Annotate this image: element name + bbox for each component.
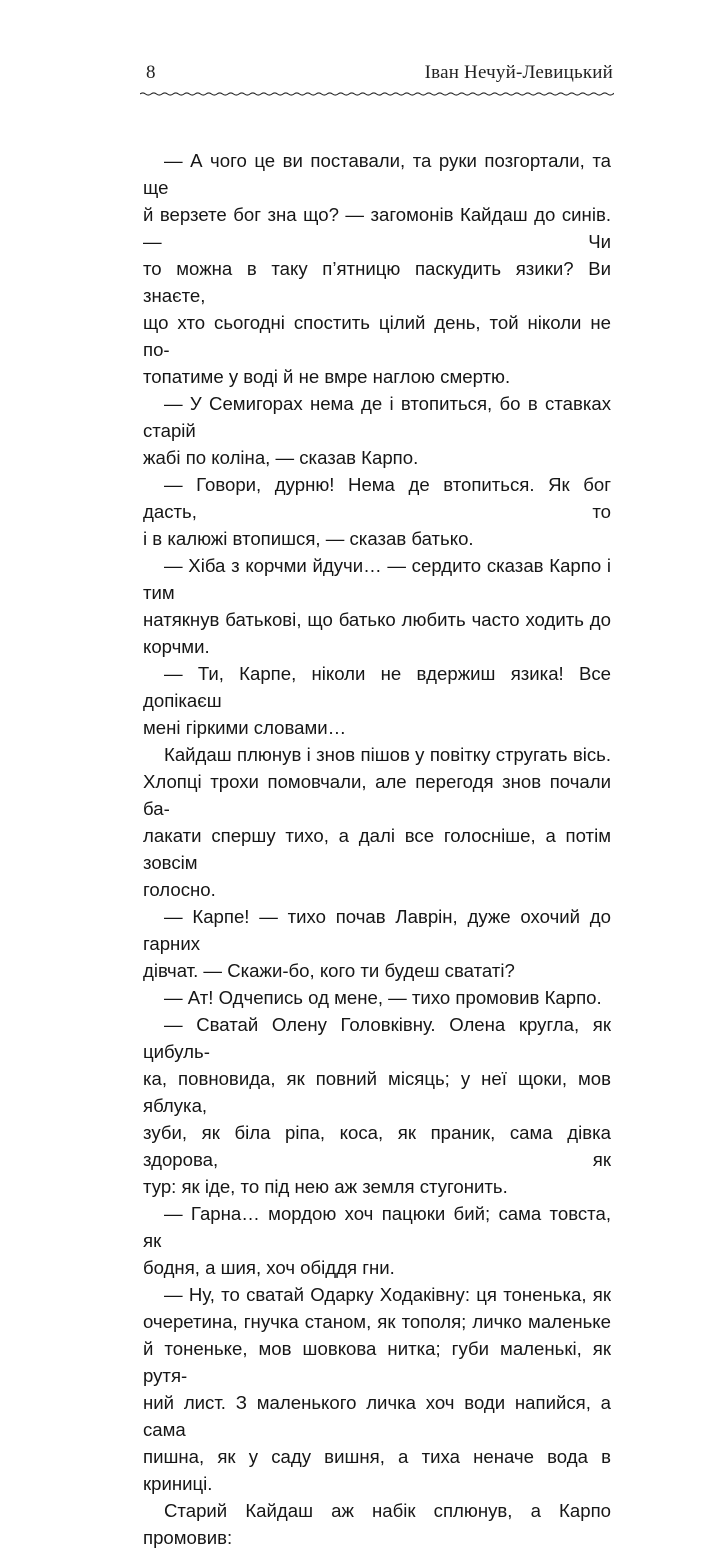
paragraph-line: й верзете бог зна що? — загомонів Кайдаш до синів. — Чи — [143, 204, 611, 252]
paragraph-line: пишна, як у саду вишня, а тиха неначе вода в криниці. — [143, 1446, 611, 1494]
paragraph-line: що хто сьогодні спостить цілий день, той ніколи не по- — [143, 312, 611, 360]
paragraph-line: й тоненьке, мов шовкова нитка; губи маленькі, як рутя- — [143, 1338, 611, 1386]
paragraph-first-line: — Сватай Олену Головківну. Олена кругла, як цибуль- — [143, 1014, 611, 1062]
running-header — [140, 62, 613, 92]
paragraph-first-line: Старий Кайдаш аж набік сплюнув, а Карпо промовив: — [143, 1500, 611, 1548]
paragraph-line: голосно. — [143, 879, 216, 900]
paragraph-line: ка, повновида, як повний місяць; у неї щоки, мов яблука, — [143, 1068, 611, 1116]
paragraph-line: очеретина, гнучка станом, як тополя; личко маленьке — [143, 1311, 611, 1332]
wavy-divider-ornament — [140, 89, 614, 99]
paragraph-line: бодня, а шия, хоч обіддя гни. — [143, 1257, 395, 1278]
paragraph-line: мені гіркими словами… — [143, 717, 347, 738]
paragraph-line: дівчат. — Скажи-бо, кого ти будеш свататі? — [143, 960, 515, 981]
paragraph-first-line: — Ат! Одчепись од мене, — тихо промовив Карпо. — [164, 987, 602, 1008]
paragraph-line: натякнув батькові, що батько любить часто ходить до — [143, 609, 611, 630]
paragraph-line: корчми. — [143, 636, 210, 657]
paragraph-first-line: — У Семигорах нема де і втопиться, бо в ставках старій — [143, 393, 611, 441]
paragraph-first-line: — Гарна… мордою хоч пацюки бий; сама товста, як — [143, 1203, 611, 1251]
paragraph-first-line: — Ти, Карпе, ніколи не вдержиш язика! Все допікаєш — [143, 663, 611, 711]
paragraph-line: топатиме у воді й не вмре наглою смертю. — [143, 366, 511, 387]
paragraph-first-line: Кайдаш плюнув і знов пішов у повітку стругать вісь. — [164, 744, 611, 765]
paragraph-first-line: — Ну, то сватай Одарку Ходаківну: ця тоненька, як — [164, 1284, 611, 1305]
paragraph-line: ний лист. З маленького личка хоч води напийся, а сама — [143, 1392, 611, 1440]
paragraph-line: лакати спершу тихо, а далі все голосніше, а потім зовсім — [143, 825, 611, 873]
paragraph-line: жабі по коліна, — сказав Карпо. — [143, 447, 419, 468]
paragraph-first-line: — Карпе! — тихо почав Лаврін, дуже охочий до гарних — [143, 906, 611, 954]
paragraph-line: зуби, як біла ріпа, коса, як праник, сама дівка здорова, як — [143, 1122, 611, 1170]
paragraph-line: Хлопці трохи помовчали, але перегодя знов почали ба- — [143, 771, 611, 819]
author-name: Іван Нечуй-Левицький — [424, 62, 613, 83]
paragraph-first-line: — А чого це ви поставали, та руки позгортали, та ще — [143, 150, 611, 198]
paragraph-line: і в калюжі втопишся, — сказав батько. — [143, 528, 474, 549]
paragraph-line: то можна в таку п’ятницю паскудить язики? Ви знаєте, — [143, 258, 611, 306]
paragraph-first-line: — Хіба з корчми йдучи… — сердито сказав Карпо і тим — [143, 555, 611, 603]
paragraph-line: тур: як іде, то під нею аж земля стугонить. — [143, 1176, 508, 1197]
body-text — [143, 147, 611, 1551]
paragraph-first-line: — Говори, дурню! Нема де втопиться. Як бог дасть, то — [143, 474, 611, 522]
page-number: 8 — [146, 62, 156, 83]
